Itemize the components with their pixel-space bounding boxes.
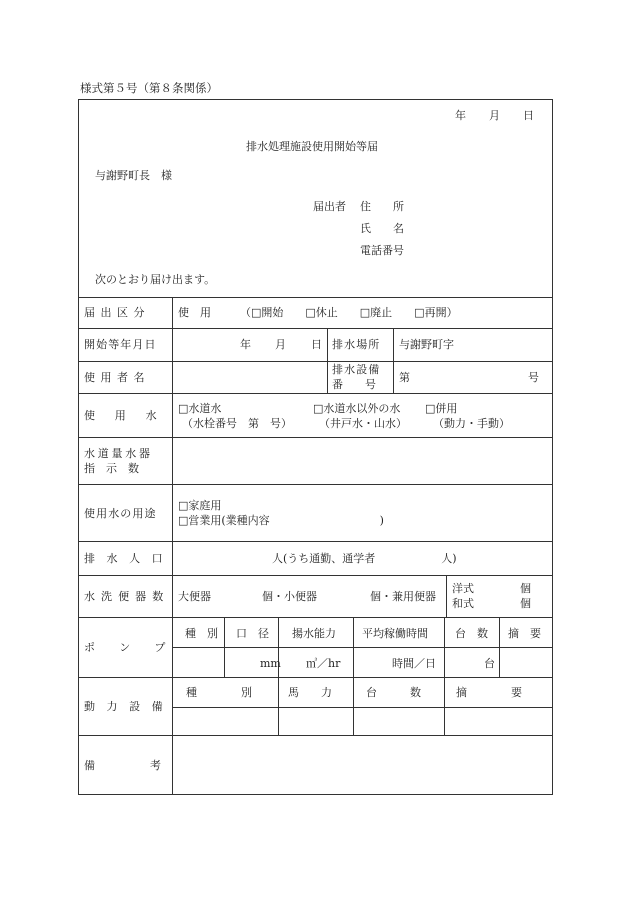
facility-label-2: 番 号 — [332, 378, 376, 391]
facility-prefix: 第 — [399, 371, 410, 384]
form-title: 排水処理施設使用開始等届 — [246, 140, 378, 153]
category-options[interactable]: （□開始 □休止 □廃止 □再開） — [240, 306, 458, 319]
power-header-count: 台 数 — [366, 686, 421, 699]
divider — [499, 617, 500, 678]
water-opt3[interactable]: □併用 — [425, 402, 458, 415]
water-opt1-note: （水栓番号 第 号） — [182, 417, 292, 430]
pump-unit-count: 台 — [484, 657, 495, 670]
date-year: 年 — [455, 109, 466, 122]
date-month: 月 — [489, 109, 500, 122]
divider — [278, 677, 279, 736]
divider — [444, 677, 445, 736]
rule — [78, 484, 553, 485]
divider — [353, 617, 354, 678]
frame-top — [78, 99, 553, 100]
pump-unit-mm: mm — [260, 657, 281, 670]
water-label: 使用水 — [84, 409, 177, 422]
form-number: 様式第５号（第８条関係） — [80, 81, 218, 95]
toilet-japanese: 和式 — [452, 597, 474, 610]
pump-header-capacity: 揚水能力 — [292, 627, 336, 640]
pump-header-type: 種 別 — [185, 627, 218, 640]
pump-header-diameter: 口 径 — [236, 627, 269, 640]
toilet-western: 洋式 — [452, 582, 474, 595]
rule — [78, 393, 553, 394]
meter-label-1: 水道量水器 — [84, 447, 153, 460]
rule — [78, 735, 553, 736]
drain-location-value[interactable]: 与謝野町字 — [399, 338, 454, 351]
water-opt2-note: （井戸水・山水） — [319, 417, 407, 430]
drain-location-label: 排水場所 — [332, 338, 381, 351]
start-day: 日 — [311, 338, 322, 351]
rule — [78, 541, 553, 542]
intro-text: 次のとおり届け出ます。 — [95, 273, 216, 286]
category-label: 届出区分 — [84, 306, 150, 319]
rule — [78, 361, 553, 362]
address-label: 住 所 — [360, 200, 404, 213]
power-header-type: 種 別 — [186, 686, 252, 699]
power-label: 動力設備 — [84, 700, 175, 713]
purpose-opt2[interactable]: □営業用(業種内容 ) — [178, 514, 384, 527]
pump-unit-flow: ㎥／hr — [306, 657, 341, 670]
pump-label: ポンプ — [84, 641, 190, 654]
pump-header-hours: 平均稼働時間 — [362, 627, 428, 640]
power-header-hp: 馬 力 — [288, 686, 332, 699]
toilet-both: 個・兼用便器 — [370, 590, 436, 603]
facility-label-1: 排水設備 — [332, 363, 381, 376]
pump-header-count: 台 数 — [455, 627, 488, 640]
divider — [446, 575, 447, 618]
meter-label-2: 指示数 — [84, 462, 150, 475]
power-header-notes: 摘 要 — [456, 686, 522, 699]
rule — [172, 707, 553, 708]
rule — [78, 328, 553, 329]
phone-label: 電話番号 — [360, 244, 404, 257]
rule — [78, 617, 553, 618]
toilet-large: 大便器 — [178, 590, 211, 603]
frame-bottom — [78, 794, 553, 795]
toilet-small: 個・小便器 — [262, 590, 317, 603]
toilet-unit-2: 個 — [520, 597, 531, 610]
divider — [393, 328, 394, 394]
category-value: 使 用 — [178, 306, 211, 319]
pump-unit-hours: 時間／日 — [392, 657, 436, 670]
rule — [78, 677, 553, 678]
rule — [78, 297, 553, 298]
addressee: 与謝野町長 様 — [95, 169, 172, 182]
divider — [353, 677, 354, 736]
divider — [327, 328, 328, 394]
water-opt2[interactable]: □水道水以外の水 — [313, 402, 401, 415]
rule — [78, 437, 553, 438]
water-opt3-note: （動力・手動） — [433, 417, 510, 430]
toilet-unit-1: 個 — [520, 582, 531, 595]
pump-header-notes: 摘 要 — [508, 627, 541, 640]
frame-right — [552, 99, 553, 795]
purpose-opt1[interactable]: □家庭用 — [178, 499, 222, 512]
people-value: 人(うち通勤、通学者 人) — [272, 552, 457, 565]
start-date-label: 開始等年月日 — [84, 338, 157, 351]
divider — [444, 617, 445, 678]
divider — [224, 617, 225, 678]
applicant-label: 届出者 — [313, 200, 346, 213]
user-name-label: 使用者名 — [84, 371, 150, 384]
start-year: 年 — [240, 338, 251, 351]
rule — [172, 647, 553, 648]
rule — [78, 575, 553, 576]
people-label: 排水人口 — [84, 552, 175, 565]
start-month: 月 — [275, 338, 286, 351]
name-label: 氏 名 — [360, 222, 404, 235]
water-opt1[interactable]: □水道水 — [178, 402, 222, 415]
facility-suffix: 号 — [528, 371, 539, 384]
label-divider — [172, 297, 173, 795]
toilets-label: 水洗便器数 — [84, 590, 170, 603]
date-day: 日 — [523, 109, 534, 122]
remarks-label: 備 考 — [84, 759, 161, 772]
frame-left — [78, 99, 79, 795]
purpose-label: 使用水の用途 — [84, 507, 157, 520]
